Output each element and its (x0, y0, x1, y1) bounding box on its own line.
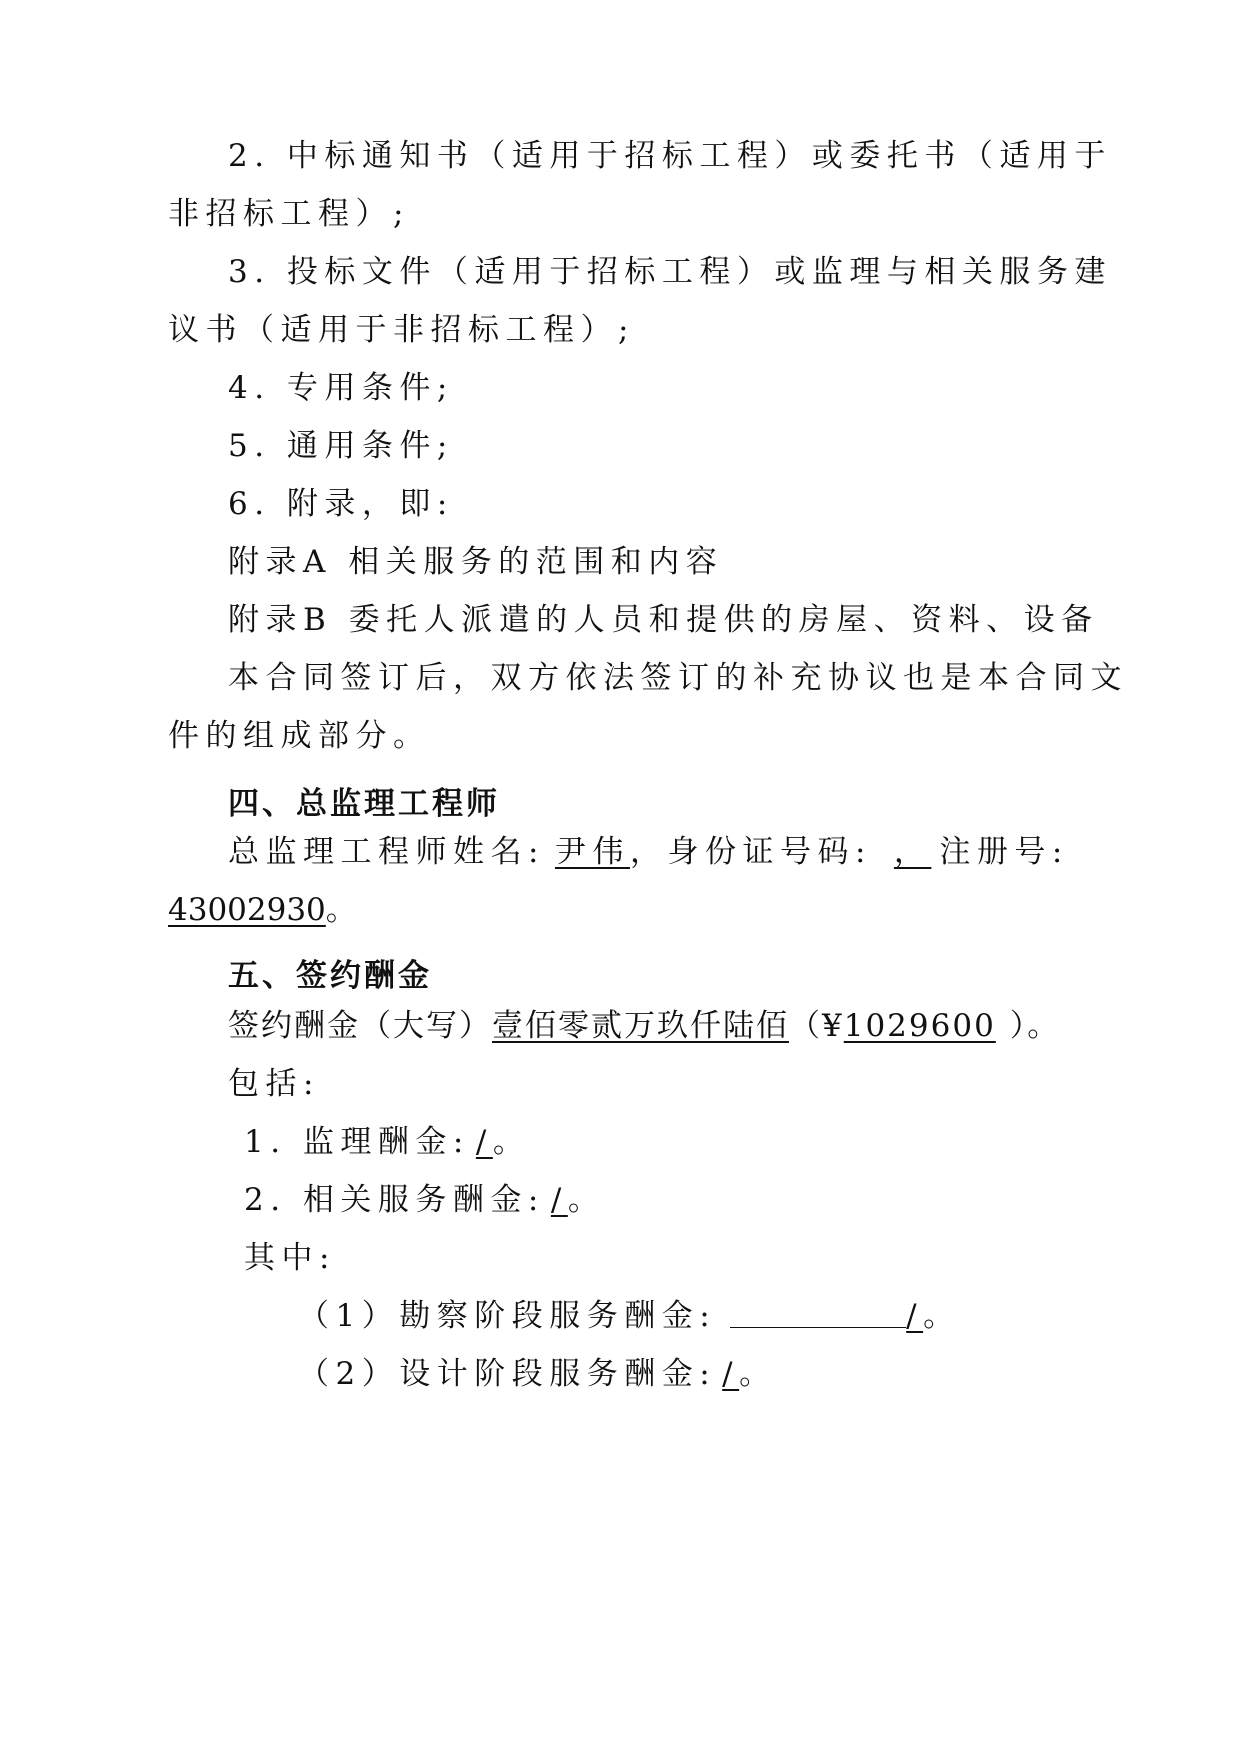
reg-value: 43002930 (168, 892, 326, 928)
blank-field (730, 1297, 906, 1328)
id-value: ， (893, 834, 932, 870)
fee-sub-1 (298, 1296, 961, 1336)
section-heading: 五、签约酬金 (228, 958, 432, 994)
include-label: 包括: (228, 1066, 320, 1102)
period: 。 (739, 1356, 777, 1392)
period: 。 (492, 1124, 531, 1160)
paragraph-line: 3. 投标文件（适用于招标工程）或监理与相关服务建 (228, 254, 1112, 290)
fee-close: ）。 (1009, 1008, 1061, 1044)
fee-sub-2 (298, 1354, 777, 1394)
list-item: 4. 专用条件; (228, 370, 454, 406)
paragraph-line: 件的组成部分。 (168, 718, 431, 754)
fee-item-2 (244, 1180, 605, 1220)
sub-label: （2）设计阶段服务酬金: (298, 1356, 717, 1392)
paragraph-line: 本合同签订后，双方依法签订的补充协议也是本合同文 (228, 660, 1128, 696)
fee-item-1 (244, 1122, 530, 1162)
item-label: 2. 相关服务酬金: (244, 1182, 545, 1218)
fee-number: 1029600 (843, 1008, 996, 1044)
fee-label: 签约酬金（大写） (228, 1008, 492, 1044)
name-label: 总监理工程师姓名: (228, 834, 545, 870)
list-item: 6. 附录，即: (228, 486, 454, 522)
reg-label: 注册号: (939, 834, 1069, 870)
appendix-b: 附录B 委托人派遣的人员和提供的房屋、资料、设备 (228, 602, 1099, 638)
list-item: 5. 通用条件; (228, 428, 454, 464)
name-value: 尹伟 (554, 834, 630, 870)
chief-engineer-line (228, 832, 1069, 872)
period: 。 (325, 892, 357, 928)
fee-line (228, 1006, 1060, 1046)
item-label: 1. 监理酬金: (244, 1124, 470, 1160)
sub-value: / (906, 1298, 924, 1334)
item-value: / (550, 1182, 568, 1218)
paragraph-line: 议书（适用于非招标工程）; (168, 312, 635, 348)
paragraph-line: 非招标工程）; (168, 196, 410, 232)
sub-value: / (722, 1356, 740, 1392)
period: 。 (923, 1298, 961, 1334)
id-label: ，身份证号码: (629, 834, 872, 870)
fee-open: （¥ (789, 1008, 844, 1044)
among-label: 其中: (244, 1240, 336, 1276)
item-value: / (475, 1124, 493, 1160)
appendix-a: 附录A 相关服务的范围和内容 (228, 544, 724, 580)
section-heading: 四、总监理工程师 (228, 786, 500, 822)
paragraph-line: 2. 中标通知书（适用于招标工程）或委托书（适用于 (228, 138, 1112, 174)
fee-upper: 壹佰零贰万玖仟陆佰 (492, 1008, 789, 1044)
reg-line (168, 890, 357, 930)
sub-label: （1）勘察阶段服务酬金: (298, 1298, 717, 1334)
period: 。 (567, 1182, 606, 1218)
